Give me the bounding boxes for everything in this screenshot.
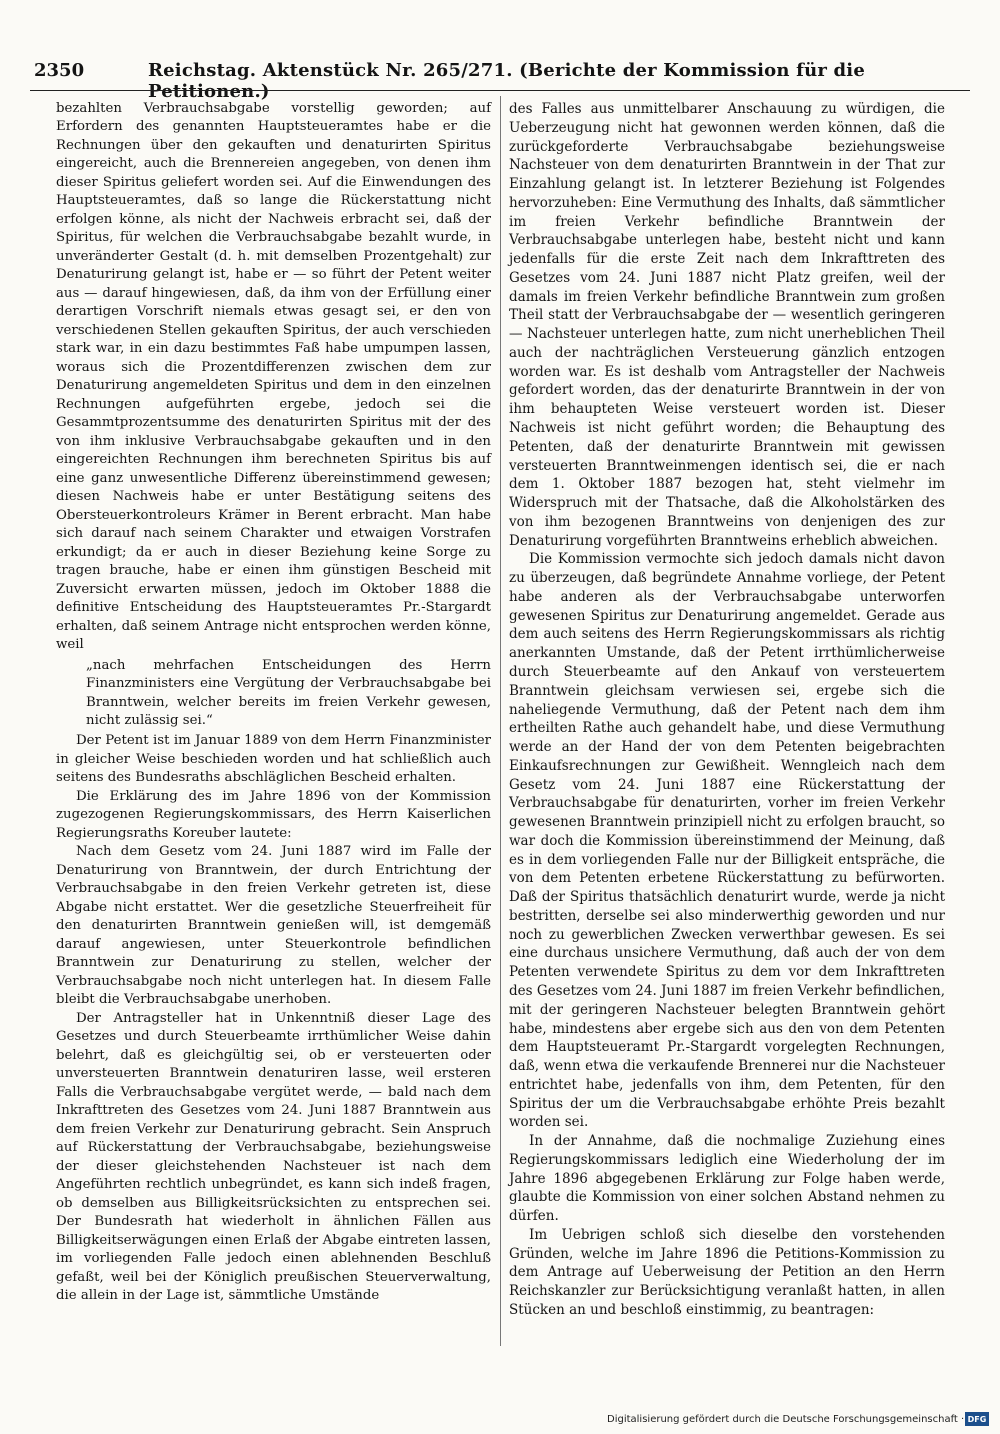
header-rule xyxy=(30,90,970,91)
running-title: Reichstag. Aktenstück Nr. 265/271. (Berichte der Kommission für die Petitionen.) xyxy=(148,60,865,102)
paragraph: Der Antragsteller hat in Unkenntniß dieser Lage des Gesetzes und durch Steuerbeamte irrthümlicher Weise dahin belehrt, daß es gleichgültig sei, ob er versteuerten oder unversteuerten Branntwein denaturiren lasse, weil ersteren Falls die Verbrauchsabgabe vergütet werde, — bald nach dem Inkrafttreten des Gesetzes vom 24. Juni 1887 Branntwein aus dem freien Verkehr zur Denaturirung gebracht. Sein Anspruch auf Rückerstattung der Verbrauchsabgabe, beziehungsweise der dieser gleichstehenden Nachsteuer ist nach dem Angeführten rechtlich unbegründet, es kann sich indeß fragen, ob demselben aus Billigkeitsrücksichten zu entsprechen sei. Der Bundesrath hat wiederholt in ähnlichen Fällen aus Billigkeitserwägungen einen Erlaß der Abgabe eintreten lassen, im vorliegenden Falle jedoch einen ablehnenden Beschluß gefaßt, weil bei der Königlich preußischen Steuerverwaltung, die allein in der Lage ist, sämmtliche Umstände xyxy=(56,1010,491,1303)
quotation: „nach mehrfachen Entscheidungen des Herrn Finanzministers eine Vergütung der Verbrauchsabgabe bei Branntwein, welcher bereits im freien Verkehr gewesen, nicht zulässig sei.“ xyxy=(86,657,491,728)
paragraph: bezahlten Verbrauchsabgabe vorstellig geworden; auf Erfordern des genannten Hauptsteueramtes habe er die Rechnungen über den gekauften und denaturirten Spiritus eingereicht, auch die Brennereien angegeben, von denen ihm dieser Spiritus geliefert worden sei. Auf die Einwendungen des Hauptsteueramtes, daß so lange die Rückerstattung nicht erfolgen könne, als nicht der Nachweis erbracht sei, daß der Spiritus, für welchen die Verbrauchsabgabe bezahlt wurde, in unveränderter Gestalt (d. h. mit demselben Prozentgehalt) zur Denaturirung gelangt ist, habe er — so führt der Petent weiter aus — darauf hingewiesen, daß, da ihm von der Erfüllung einer derartigen Vorschrift niemals etwas gesagt sei, er den von verschiedenen Stellen gekauften Spiritus, der auch verschieden stark war, in ein dazu bestimmtes Faß habe umpumpen lassen, woraus sich die Prozentdifferenzen zwischen dem zur Denaturirung angemeldeten Spiritus und dem in den einzelnen Rechnungen aufgeführten ergebe, jedoch sei die Gesammtprozentsumme des denaturirten Spiritus mit der des von ihm inklusive Verbrauchsabgabe gekauften und in den eingereichten Rechnungen ihm berechneten Spiritus bis auf eine ganz unwesentliche Differenz übereinstimmend gewesen; diesen Nachweis habe er unter Bestätigung seitens des Obersteuerkontroleurs Krämer in Berent erbracht. Man habe sich darauf nach seinem Charakter und etwaigen Vorstrafen erkundigt; da er auch in dieser Beziehung keine Sorge zu tragen brauche, habe er einen ihm günstigen Bescheid mit Zuversicht erwarten müssen, jedoch im Oktober 1888 die definitive Entscheidung des Hauptsteueramtes Pr.-Stargardt erhalten, daß seinem Antrage nicht entsprochen werden könne, weil xyxy=(56,101,491,653)
paragraph: Nach dem Gesetz vom 24. Juni 1887 wird im Falle der Denaturirung von Branntwein, der durch Entrichtung der Verbrauchsabgabe in den freien Verkehr getreten ist, diese Abgabe nicht erstattet. Wer die gesetzliche Steuerfreiheit für den denaturirten Branntwein genießen will, ist demgemäß darauf angewiesen, unter Steuerkontrole befindlichen Branntwein zur Denaturirung zu stellen, welcher der Verbrauchsabgabe noch nicht unterlegen hat. In diesem Falle bleibt die Verbrauchsabgabe unerhoben. xyxy=(56,844,491,1008)
left-column xyxy=(56,100,491,1305)
paragraph: Die Kommission vermochte sich jedoch damals nicht davon zu überzeugen, daß begründete Annahme vorliege, der Petent habe anderen als der Verbrauchsabgabe unterworfen gewesenen Spiritus zur Denaturirung angemeldet. Gerade aus dem auch seitens des Herrn Regierungskommissars als richtig anerkannten Umstande, daß der Petent irrthümlicherweise durch Steuerbeamte auf den Ankauf von versteuertem Branntwein gleichsam verwiesen sei, ergebe sich die naheliegende Vermuthung, daß der Petent nach dem ihm ertheilten Rathe auch gehandelt habe, und diese Vermuthung werde an der Hand der von dem Petenten beigebrachten Einkaufsrechnungen zur Gewißheit. Wenngleich nach dem Gesetz vom 24. Juni 1887 eine Rückerstattung der Verbrauchsabgabe für denaturirten, vorher im freien Verkehr gewesenen Branntwein prinzipiell nicht zu erfolgen braucht, so war doch die Kommission übereinstimmend der Meinung, daß es in dem vorliegenden Falle nur der Billigkeit entspräche, die von dem Petenten erbetene Rückerstattung zu befürworten. Daß der Spiritus thatsächlich denaturirt wurde, werde ja nicht bestritten, derselbe sei also minderwerthig geworden und nur noch zu gewerblichen Zwecken verwerthbar gewesen. Es sei eine durchaus unsichere Vermuthung, daß auch der von dem Petenten verwendete Spiritus zu dem vor dem Inkrafttreten des Gesetzes vom 24. Juni 1887 im freien Verkehr befindlichen, mit der geringeren Nachsteuer belegten Branntwein gehört habe, mindestens aber ergebe sich aus den von dem Petenten dem Hauptsteueramt Pr.-Stargardt vorgelegten Rechnungen, daß, wenn etwa die verkaufende Brennerei nur die Nachsteuer entrichtet habe, jedenfalls von ihm, dem Petenten, für den Spiritus der um die Verbrauchsabgabe erhöhte Preis bezahlt worden sei. xyxy=(509,551,946,1131)
paragraph: Der Petent ist im Januar 1889 von dem Herrn Finanzminister in gleicher Weise beschieden worden und hat schließlich auch seitens des Bundesraths abschläglichen Bescheid erhalten. xyxy=(56,733,491,786)
paragraph: des Falles aus unmittelbarer Anschauung zu würdigen, die Ueberzeugung nicht hat gewonnen werden können, daß die zurückgeforderte Verbrauchsabgabe beziehungsweise Nachsteuer von dem denaturirten Branntwein in der That zur Einzahlung gelangt ist. In letzterer Beziehung ist Folgendes hervorzuheben: Eine Vermuthung des Inhalts, daß sämmtlicher im freien Verkehr befindliche Branntwein der Verbrauchsabgabe unterlegen habe, besteht nicht und kann jedenfalls für die erste Zeit nach dem Inkrafttreten des Gesetzes vom 24. Juni 1887 nicht Platz greifen, weil der damals im freien Verkehr befindliche Branntwein zum großen Theil statt der Verbrauchsabgabe der — wesentlich geringeren — Nachsteuer unterlegen hatte, zum nicht unerheblichen Theil auch der nachträglichen Versteuerung gänzlich entzogen worden war. Es ist deshalb vom Antragsteller der Nachweis gefordert worden, das der denaturirte Branntwein in der von ihm behaupteten Weise versteuert worden ist. Dieser Nachweis ist nicht geführt worden; die Behauptung des Petenten, daß der denaturirte Branntwein mit gewissen versteuerten Branntweinmengen identisch sei, die er nach dem 1. Oktober 1887 bezogen hat, steht vielmehr im Widerspruch mit der Thatsache, daß die Alkoholstärken des von ihm bezogenen Branntweins von denjenigen des zur Denaturirung vorgeführten Branntweins erheblich abweichen. xyxy=(509,101,945,549)
dfg-logo: DFG xyxy=(965,1412,989,1426)
column-divider xyxy=(500,96,501,1346)
page-number: 2350 xyxy=(34,60,85,81)
paragraph: Die Erklärung des im Jahre 1896 von der Kommission zugezogenen Regierungskommissars, des Herrn Kaiserlichen Regierungsraths Koreuber lautete: xyxy=(56,788,491,841)
page-header xyxy=(30,60,970,102)
paragraph: In der Annahme, daß die nochmalige Zuziehung eines Regierungskommissars lediglich eine Wiederholung der im Jahre 1896 abgegebenen Erklärung zur Folge haben werde, glaubte die Kommission von einer solchen Abstand nehmen zu dürfen. xyxy=(509,1133,945,1225)
digitization-note: Digitalisierung gefördert durch die Deutsche Forschungsgemeinschaft · xyxy=(607,1414,965,1425)
right-column xyxy=(509,100,945,1320)
paragraph: Im Uebrigen schloß sich dieselbe den vorstehenden Gründen, welche im Jahre 1896 die Petitions-Kommission zu dem Antrage auf Ueberweisung der Petition an den Herrn Reichskanzler zur Berücksichtigung veranlaßt hatten, in allen Stücken an und beschloß einstimmig, zu beantragen: xyxy=(509,1226,945,1318)
